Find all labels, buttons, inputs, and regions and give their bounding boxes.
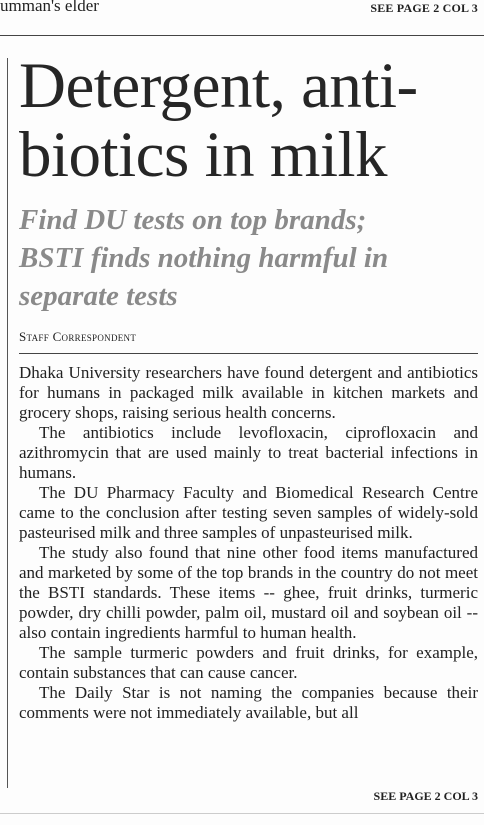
paragraph-5: The sample turmeric powders and fruit drinks, for example, contain substances that can cause cancer.	[19, 643, 478, 682]
paragraph-6: The Daily Star is not naming the companies because their comments were not immediately available, but all	[19, 683, 478, 722]
paragraph-2: The antibiotics include levofloxacin, ciprofloxacin and azithromycin that are used mainly to treat bacterial infections in humans.	[19, 423, 478, 482]
paragraph-3: The DU Pharmacy Faculty and Biomedical Research Centre came to the conclusion after testing seven samples of widely-sold pasteurised milk and three samples of unpasteurised milk.	[19, 483, 478, 542]
article-body	[19, 363, 478, 723]
previous-article-strip	[0, 0, 484, 22]
column-divider	[7, 58, 8, 788]
headline-line-1: Detergent, anti-	[19, 50, 418, 122]
subhead-line-3: separate tests	[19, 280, 178, 312]
top-divider	[0, 35, 484, 36]
paragraph-4: The study also found that nine other food items manufactured and marketed by some of the top brands in the country do not meet the BSTI standards. These items -- ghee, fruit drinks, turmeric powder, dry chilli powder, palm oil, mustard oil and soybean oil -- also contain ingredients harmful to human health.	[19, 543, 478, 642]
subhead-line-2: BSTI finds nothing harmful in	[19, 242, 389, 274]
headline-line-2: biotics in milk	[19, 119, 388, 191]
previous-article-continuation: SEE PAGE 2 COL 3	[370, 1, 478, 15]
article-subheadline	[19, 201, 479, 315]
previous-article-fragment: umman's elder	[0, 0, 99, 15]
bottom-divider	[0, 813, 484, 814]
byline-divider	[19, 353, 478, 354]
subhead-line-1: Find DU tests on top brands;	[19, 204, 367, 236]
article-headline	[19, 52, 479, 190]
paragraph-1: Dhaka University researchers have found detergent and antibiotics for humans in packaged milk available in kitchen markets and grocery shops, raising serious health concerns.	[19, 363, 478, 422]
byline: Staff Correspondent	[19, 329, 137, 344]
article-continuation: SEE PAGE 2 COL 3	[373, 789, 478, 803]
